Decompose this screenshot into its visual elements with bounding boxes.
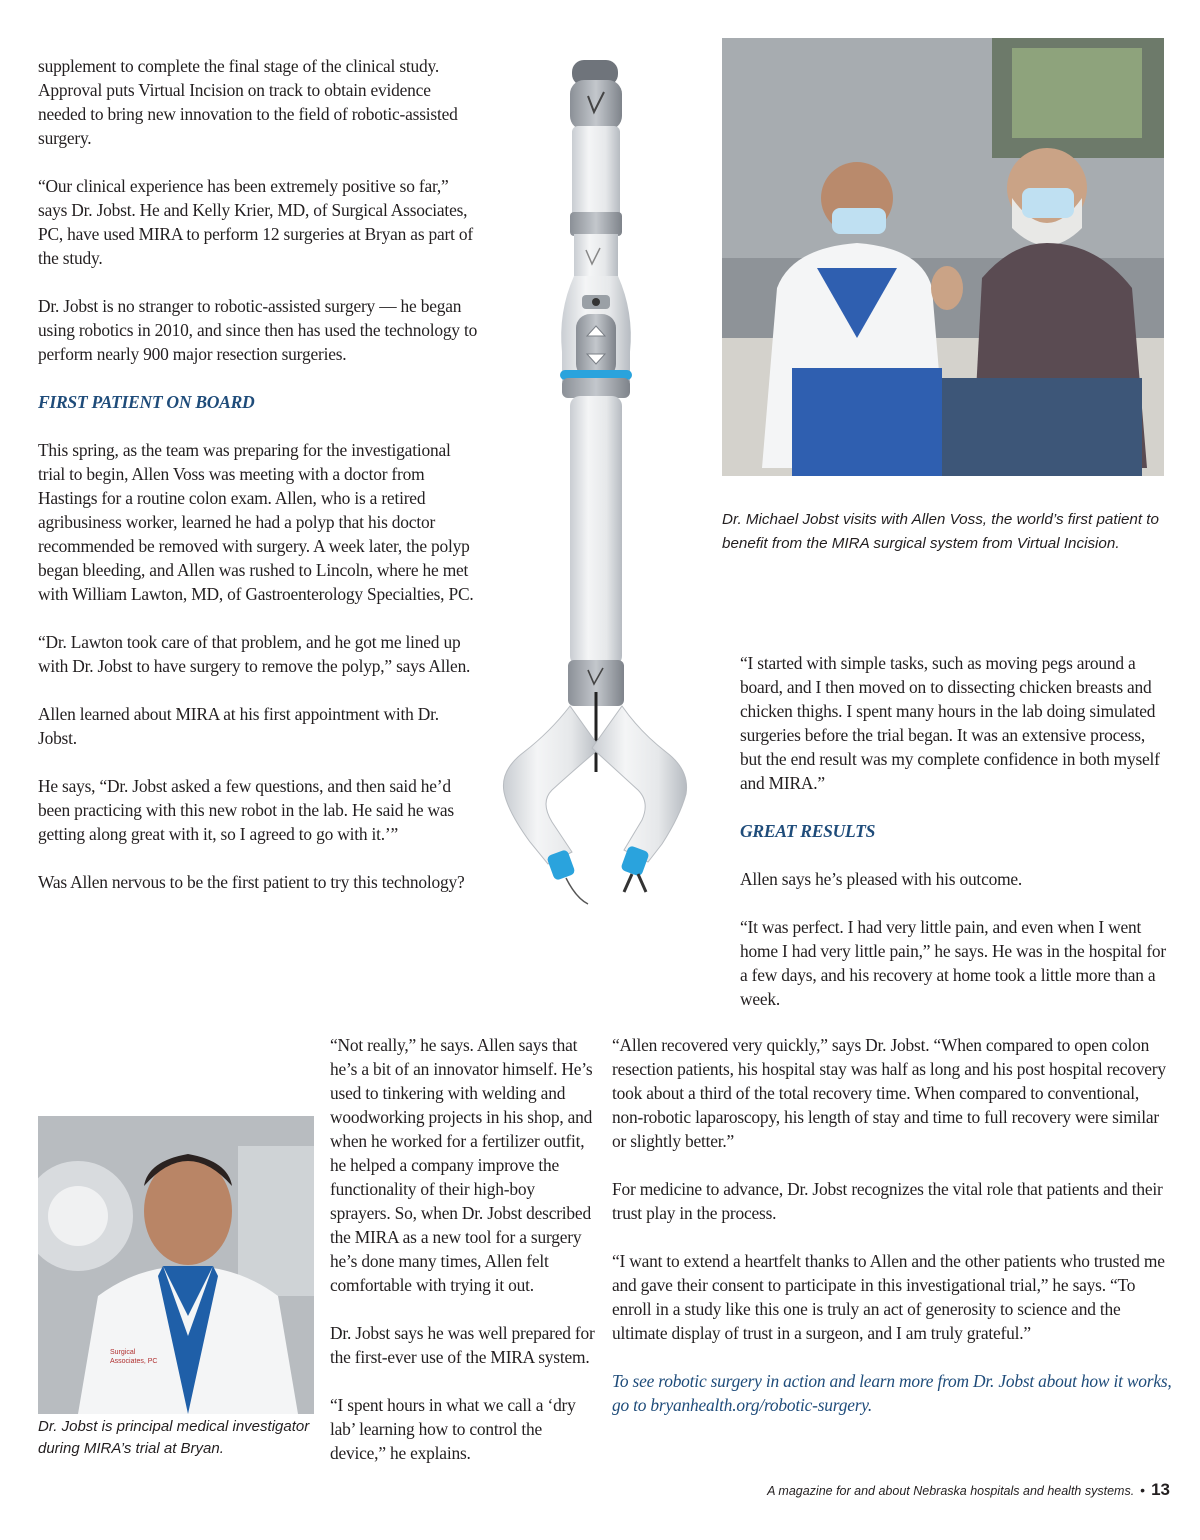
paragraph: Was Allen nervous to be the first patient to try this technology? (38, 872, 465, 892)
paragraph: “It was perfect. I had very little pain, and even when I went home I had very little pain,” he says. He was in the hospital for a few days, and his recovery at home took a little more than a week. (740, 917, 1166, 1009)
paragraph: He says, “Dr. Jobst asked a few questions, and then said he’d been practicing with this new robot in the lab. He said he was getting along great with it, so I agreed to go with it.’” (38, 776, 454, 844)
footer-tagline: A magazine for and about Nebraska hospitals and health systems. (767, 1484, 1135, 1498)
paragraph: Dr. Jobst is no stranger to robotic-assisted surgery — he began using robotics in 2010, and since then has used the technology to perform nearly 900 major resection surgeries. (38, 296, 478, 364)
right-column-bottom (612, 1033, 1172, 1417)
robotic-surgery-link[interactable]: To see robotic surgery in action and learn more from Dr. Jobst about how it works, go to bryanhealth.org/robotic-surgery. (612, 1371, 1172, 1415)
photo-caption: Dr. Michael Jobst visits with Allen Voss, the world’s first patient to benefit from the MIRA surgical system from Virtual Incision. (722, 511, 1159, 552)
paragraph: Dr. Jobst says he was well prepared for the first-ever use of the MIRA system. (330, 1323, 595, 1367)
paragraph: This spring, as the team was preparing for the investigational trial to begin, Allen Voss was meeting with a doctor from Hastings for a routine colon exam. Allen, who is a retired agribusiness worker, learned he had a polyp that his doctor recommended be removed with surgery. A week later, the polyp began bleeding, and Allen was rushed to Lincoln, where he met with William Lawton, MD, of Gastroenterology Specialties, PC. (38, 440, 474, 604)
page-footer (0, 1480, 1170, 1500)
paragraph-text: “Not really,” he says. Allen says that he’s a bit of an innovator himself. He’s used to tinkering with welding and woodworking projects in his shop, and when he worked for a fertilizer outfit, he helped a company improve the functionality of their high-boy sprayers. So, when Dr. Jobst described the MIRA as a new tool for a surgery he’s done many times, Allen felt comfortable with trying it out. (330, 1035, 593, 1295)
section-heading: GREAT RESULTS (740, 821, 876, 841)
paragraph: “I started with simple tasks, such as moving pegs around a board, and I then moved on to dissecting chicken breasts and chicken thighs. I spent many hours in the lab doing simulated surgeries before the trial began. It was an extensive process, but the end result was my complete confidence in both myself and MIRA.” (740, 653, 1160, 793)
section-heading: FIRST PATIENT ON BOARD (38, 392, 255, 412)
paragraph: “Dr. Lawton took care of that problem, and he got me lined up with Dr. Jobst to have surgery to remove the polyp,” says Allen. (38, 632, 471, 676)
paragraph: For medicine to advance, Dr. Jobst recognizes the vital role that patients and their trust play in the process. (612, 1179, 1163, 1223)
paragraph: “Our clinical experience has been extremely positive so far,” says Dr. Jobst. He and Kelly Krier, MD, of Surgical Associates, PC, have used MIRA to perform 12 surgeries at Bryan as part of the study. (38, 176, 474, 268)
svg-text:Surgical: Surgical (110, 1349, 136, 1356)
svg-text:Associates, PC: Associates, PC (110, 1358, 158, 1365)
paragraph: Allen learned about MIRA at his first appointment with Dr. Jobst. (38, 704, 439, 748)
doctor-patient-photo (722, 38, 1164, 476)
paragraph: supplement to complete the final stage of the clinical study. Approval puts Virtual Incision on track to obtain evidence needed to bring new innovation to the field of robotic-assisted surgery. (38, 56, 458, 148)
left-column-top (38, 54, 478, 894)
portrait-photo (38, 1116, 314, 1414)
mira-device-image (490, 52, 720, 922)
right-column-mid (740, 651, 1170, 1011)
page-number: 13 (1151, 1480, 1170, 1499)
footer-separator: • (1140, 1482, 1146, 1498)
paragraph: Allen says he’s pleased with his outcome. (740, 869, 1023, 889)
paragraph: “I spent hours in what we call a ‘dry lab’ learning how to control the device,” he explains. (330, 1395, 576, 1463)
portrait-caption: Dr. Jobst is principal medical investigator during MIRA’s trial at Bryan. (38, 1418, 310, 1457)
paragraph: “Allen recovered very quickly,” says Dr. Jobst. “When compared to open colon resection patients, his hospital stay was half as long and his post hospital recovery took about a third of the total recovery time. When compared to conventional, non-robotic laparoscopy, his length of stay and time to full recovery were similar or slightly better.” (612, 1035, 1166, 1151)
paragraph: “I want to extend a heartfelt thanks to Allen and the other patients who trusted me and gave their consent to participate in this investigational trial,” he says. “To enroll in a study like this one is truly an act of generosity to science and the ultimate display of trust in a surgeon, and I am truly grateful.” (612, 1251, 1165, 1343)
